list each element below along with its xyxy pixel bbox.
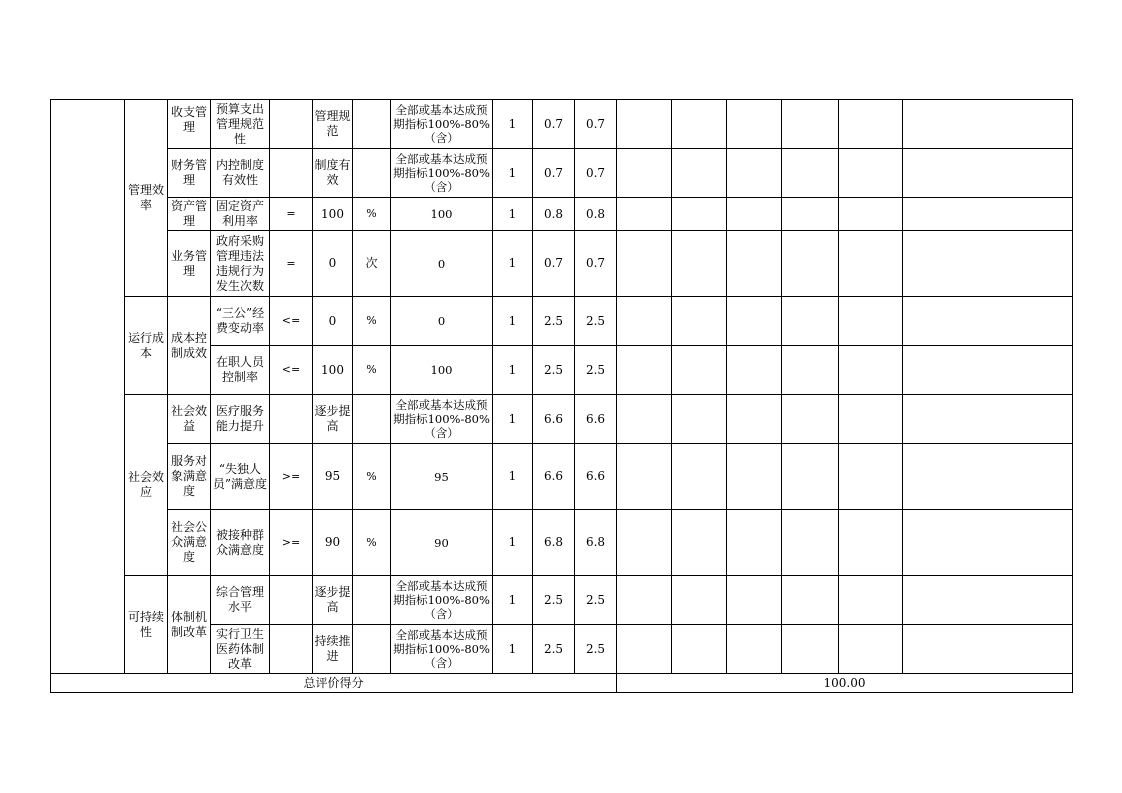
indicator-cell: 综合管理水平 — [211, 576, 270, 625]
weight-cell: 0.8 — [533, 198, 575, 231]
evaluation-table — [50, 99, 1073, 693]
score-cell: 2.5 — [575, 297, 617, 346]
table-row — [51, 576, 1073, 625]
count-cell: 1 — [493, 297, 533, 346]
value-cell: 制度有效 — [313, 149, 353, 198]
table-row — [51, 100, 1073, 149]
empty-cell — [782, 149, 839, 198]
level3-cell: 资产管理 — [168, 198, 211, 231]
level3-cell-text: 收支管理 — [170, 105, 207, 134]
weight-cell: 6.6 — [533, 444, 575, 510]
total-label: 总评价得分 — [51, 674, 617, 693]
empty-cell — [727, 149, 782, 198]
empty-cell — [617, 510, 672, 576]
empty-cell — [782, 625, 839, 674]
unit-cell: % — [353, 198, 391, 231]
operator-cell — [270, 100, 313, 149]
indicator-cell: 内控制度有效性 — [211, 149, 270, 198]
operator-cell: <= — [270, 297, 313, 346]
unit-cell: 次 — [353, 231, 391, 297]
level3-cell: 服务对象满意度 — [168, 444, 211, 510]
empty-cell — [903, 625, 1073, 674]
operator-cell — [270, 149, 313, 198]
count-cell: 1 — [493, 231, 533, 297]
level1-cell — [51, 100, 125, 674]
level2-cell: 运行成本 — [125, 297, 168, 395]
unit-cell: % — [353, 444, 391, 510]
empty-cell — [839, 444, 903, 510]
target-cell: 全部或基本达成预期指标100%-80%（含） — [391, 625, 493, 674]
value-cell: 持续推进 — [313, 625, 353, 674]
count-cell: 1 — [493, 198, 533, 231]
empty-cell — [672, 444, 727, 510]
empty-cell — [903, 149, 1073, 198]
table-row — [51, 510, 1073, 576]
empty-cell — [903, 231, 1073, 297]
weight-cell: 2.5 — [533, 576, 575, 625]
empty-cell — [727, 576, 782, 625]
indicator-cell: 实行卫生医药体制改革 — [211, 625, 270, 674]
empty-cell — [727, 444, 782, 510]
empty-cell — [727, 510, 782, 576]
weight-cell: 2.5 — [533, 625, 575, 674]
empty-cell — [727, 231, 782, 297]
indicator-cell: 被接种群众满意度 — [211, 510, 270, 576]
empty-cell — [839, 395, 903, 444]
score-cell: 0.8 — [575, 198, 617, 231]
empty-cell — [782, 198, 839, 231]
empty-cell — [839, 346, 903, 395]
target-cell: 100 — [391, 346, 493, 395]
score-cell: 2.5 — [575, 346, 617, 395]
count-cell: 1 — [493, 444, 533, 510]
target-cell: 95 — [391, 444, 493, 510]
value-cell: 管理规范 — [313, 100, 353, 149]
empty-cell — [617, 444, 672, 510]
value-cell: 95 — [313, 444, 353, 510]
empty-cell — [672, 346, 727, 395]
weight-cell: 2.5 — [533, 346, 575, 395]
indicator-cell: 政府采购管理违法违规行为发生次数 — [211, 231, 270, 297]
empty-cell — [617, 198, 672, 231]
target-cell: 全部或基本达成预期指标100%-80%（含） — [391, 395, 493, 444]
empty-cell — [617, 149, 672, 198]
empty-cell — [672, 100, 727, 149]
score-cell: 6.6 — [575, 444, 617, 510]
empty-cell — [839, 149, 903, 198]
operator-cell — [270, 395, 313, 444]
value-cell: 0 — [313, 297, 353, 346]
empty-cell — [617, 297, 672, 346]
score-cell: 2.5 — [575, 576, 617, 625]
empty-cell — [903, 346, 1073, 395]
level3-cell: 财务管理 — [168, 149, 211, 198]
count-cell: 1 — [493, 346, 533, 395]
weight-cell: 0.7 — [533, 100, 575, 149]
weight-cell: 6.8 — [533, 510, 575, 576]
empty-cell — [839, 576, 903, 625]
empty-cell — [839, 625, 903, 674]
unit-cell: % — [353, 346, 391, 395]
target-cell: 0 — [391, 231, 493, 297]
empty-cell — [782, 231, 839, 297]
empty-cell — [782, 297, 839, 346]
value-cell: 90 — [313, 510, 353, 576]
count-cell: 1 — [493, 625, 533, 674]
unit-cell: % — [353, 510, 391, 576]
empty-cell — [727, 625, 782, 674]
value-cell: 100 — [313, 198, 353, 231]
empty-cell — [727, 346, 782, 395]
table-row — [51, 149, 1073, 198]
level3-cell — [168, 100, 211, 149]
empty-cell — [903, 576, 1073, 625]
level3-cell: 社会效益 — [168, 395, 211, 444]
empty-cell — [839, 198, 903, 231]
score-cell: 0.7 — [575, 231, 617, 297]
empty-cell — [903, 444, 1073, 510]
empty-cell — [782, 346, 839, 395]
value-cell: 100 — [313, 346, 353, 395]
indicator-cell: “三公”经费变动率 — [211, 297, 270, 346]
count-cell: 1 — [493, 149, 533, 198]
operator-cell: = — [270, 198, 313, 231]
unit-cell — [353, 576, 391, 625]
unit-cell — [353, 149, 391, 198]
empty-cell — [617, 346, 672, 395]
score-cell: 2.5 — [575, 625, 617, 674]
level3-cell: 社会公众满意度 — [168, 510, 211, 576]
empty-cell — [782, 444, 839, 510]
score-cell: 6.6 — [575, 395, 617, 444]
empty-cell — [782, 395, 839, 444]
empty-cell — [782, 510, 839, 576]
indicator-cell: 在职人员控制率 — [211, 346, 270, 395]
target-cell: 全部或基本达成预期指标100%-80%（含） — [391, 100, 493, 149]
weight-cell: 0.7 — [533, 231, 575, 297]
operator-cell — [270, 576, 313, 625]
value-cell: 逐步提高 — [313, 395, 353, 444]
empty-cell — [672, 395, 727, 444]
empty-cell — [672, 231, 727, 297]
level2-cell: 可持续性 — [125, 576, 168, 674]
level3-cell: 成本控制成效 — [168, 297, 211, 395]
empty-cell — [617, 100, 672, 149]
empty-cell — [727, 297, 782, 346]
empty-cell — [903, 297, 1073, 346]
count-cell: 1 — [493, 395, 533, 444]
value-cell: 逐步提高 — [313, 576, 353, 625]
operator-cell: = — [270, 231, 313, 297]
level2-cell: 管理效率 — [125, 100, 168, 297]
target-cell: 0 — [391, 297, 493, 346]
indicator-cell: 医疗服务能力提升 — [211, 395, 270, 444]
table-row — [51, 198, 1073, 231]
empty-cell — [617, 576, 672, 625]
empty-cell — [903, 510, 1073, 576]
empty-cell — [672, 510, 727, 576]
empty-cell — [672, 576, 727, 625]
empty-cell — [617, 231, 672, 297]
empty-cell — [782, 576, 839, 625]
empty-cell — [617, 625, 672, 674]
count-cell: 1 — [493, 576, 533, 625]
empty-cell — [839, 100, 903, 149]
weight-cell: 6.6 — [533, 395, 575, 444]
score-cell: 6.8 — [575, 510, 617, 576]
empty-cell — [903, 198, 1073, 231]
table-row — [51, 444, 1073, 510]
total-row — [51, 674, 1073, 693]
empty-cell — [782, 100, 839, 149]
table-row — [51, 231, 1073, 297]
level2-cell: 社会效应 — [125, 395, 168, 576]
operator-cell: <= — [270, 346, 313, 395]
empty-cell — [727, 100, 782, 149]
count-cell: 1 — [493, 510, 533, 576]
empty-cell — [903, 395, 1073, 444]
level3-cell: 体制机制改革 — [168, 576, 211, 674]
empty-cell — [672, 297, 727, 346]
target-cell: 全部或基本达成预期指标100%-80%（含） — [391, 576, 493, 625]
unit-cell: % — [353, 297, 391, 346]
indicator-cell: “失独人员”满意度 — [211, 444, 270, 510]
indicator-cell: 固定资产利用率 — [211, 198, 270, 231]
unit-cell — [353, 395, 391, 444]
indicator-cell: 预算支出管理规范性 — [211, 100, 270, 149]
count-cell: 1 — [493, 100, 533, 149]
operator-cell — [270, 625, 313, 674]
level3-cell: 业务管理 — [168, 231, 211, 297]
target-cell: 100 — [391, 198, 493, 231]
score-cell: 0.7 — [575, 149, 617, 198]
target-cell: 90 — [391, 510, 493, 576]
empty-cell — [727, 198, 782, 231]
operator-cell: >= — [270, 444, 313, 510]
target-cell: 全部或基本达成预期指标100%-80%（含） — [391, 149, 493, 198]
unit-cell — [353, 625, 391, 674]
empty-cell — [727, 395, 782, 444]
empty-cell — [672, 625, 727, 674]
empty-cell — [672, 198, 727, 231]
total-score: 100.00 — [617, 674, 1073, 693]
empty-cell — [839, 297, 903, 346]
score-cell: 0.7 — [575, 100, 617, 149]
table-row — [51, 297, 1073, 346]
empty-cell — [839, 231, 903, 297]
weight-cell: 2.5 — [533, 297, 575, 346]
empty-cell — [617, 395, 672, 444]
empty-cell — [903, 100, 1073, 149]
weight-cell: 0.7 — [533, 149, 575, 198]
operator-cell: >= — [270, 510, 313, 576]
empty-cell — [839, 510, 903, 576]
table-row — [51, 395, 1073, 444]
unit-cell — [353, 100, 391, 149]
empty-cell — [672, 149, 727, 198]
value-cell: 0 — [313, 231, 353, 297]
